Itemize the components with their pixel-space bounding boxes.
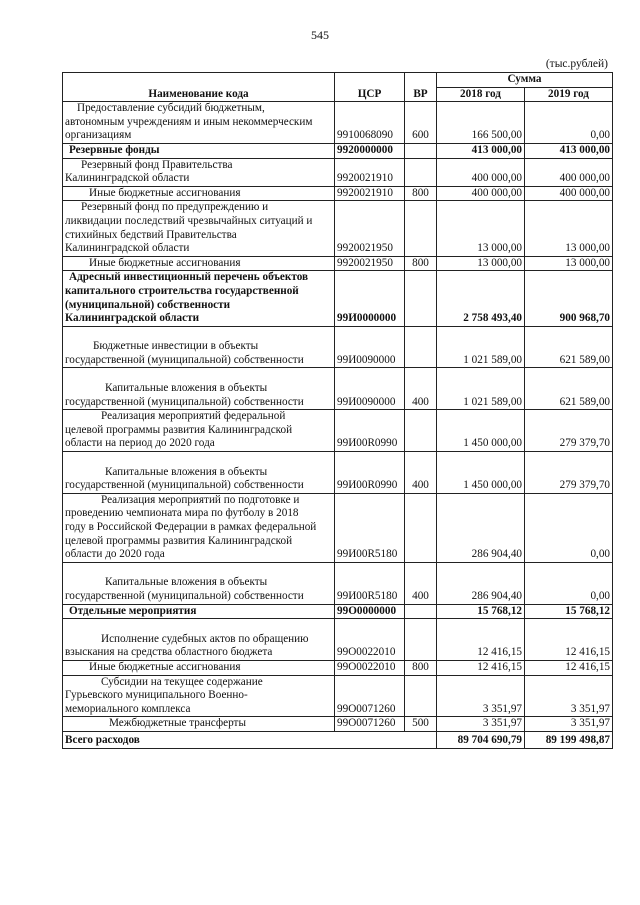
row-vr bbox=[405, 675, 437, 717]
row-csr: 99И0000000 bbox=[335, 271, 405, 326]
row-vr bbox=[405, 604, 437, 619]
row-csr: 99И0090000 bbox=[335, 326, 405, 368]
row-name bbox=[63, 186, 335, 201]
row-2019: 15 768,12 bbox=[525, 604, 613, 619]
row-name bbox=[63, 326, 335, 368]
row-name-line: Иные бюджетные ассигнования bbox=[89, 256, 241, 269]
row-name-line: области до 2020 года bbox=[65, 548, 165, 561]
row-name-line: целевой программы развития Калининградской bbox=[65, 423, 293, 436]
row-name-line: Реализация мероприятий по подготовке и bbox=[101, 493, 300, 506]
table-row bbox=[63, 562, 613, 604]
row-csr: 9920021950 bbox=[335, 256, 405, 271]
row-name-line: Иные бюджетные ассигнования bbox=[89, 186, 241, 199]
row-2018: 12 416,15 bbox=[437, 619, 525, 661]
row-name-line: году в Российской Федерации в рамках федеральной bbox=[65, 521, 317, 533]
table-row bbox=[63, 143, 613, 158]
row-name-line: Калининградской области bbox=[65, 312, 200, 325]
row-csr: 99И00R5180 bbox=[335, 493, 405, 562]
row-name bbox=[63, 102, 335, 144]
row-name-line: Бюджетные инвестиции в объекты bbox=[93, 340, 259, 353]
row-name-line: Капитальные вложения в объекты bbox=[105, 382, 268, 395]
table-row bbox=[63, 717, 613, 732]
row-name-line: государственной (муниципальной) собственности bbox=[65, 479, 304, 492]
row-name-line: Адресный инвестиционный перечень объектов bbox=[69, 271, 309, 284]
header-name: Наименование кода bbox=[63, 73, 335, 102]
table-row bbox=[63, 675, 613, 717]
row-2018: 400 000,00 bbox=[437, 186, 525, 201]
row-name-line: государственной (муниципальной) собственности bbox=[65, 589, 304, 602]
row-vr bbox=[405, 143, 437, 158]
row-2019: 12 416,15 bbox=[525, 619, 613, 661]
row-2019: 279 379,70 bbox=[525, 452, 613, 494]
table-row bbox=[63, 452, 613, 494]
row-name bbox=[63, 619, 335, 661]
row-2018: 12 416,15 bbox=[437, 660, 525, 675]
row-csr: 99И00R0990 bbox=[335, 410, 405, 452]
row-vr bbox=[405, 326, 437, 368]
row-csr: 9910068090 bbox=[335, 102, 405, 144]
row-name-line: государственной (муниципальной) собственности bbox=[65, 353, 304, 366]
row-2019: 13 000,00 bbox=[525, 256, 613, 271]
row-name-line: Резервные фонды bbox=[69, 143, 160, 156]
row-vr bbox=[405, 619, 437, 661]
row-name-line: стихийных бедствий Правительства bbox=[65, 228, 237, 241]
row-vr: 500 bbox=[405, 717, 437, 732]
row-name bbox=[63, 604, 335, 619]
row-2018: 1 450 000,00 bbox=[437, 452, 525, 494]
row-2019: 12 416,15 bbox=[525, 660, 613, 675]
row-name-line bbox=[65, 368, 332, 382]
header-sum: Сумма bbox=[437, 73, 613, 88]
row-csr: 9920021910 bbox=[335, 158, 405, 186]
total-2019: 89 199 498,87 bbox=[525, 731, 613, 748]
row-csr: 99О0071260 bbox=[335, 717, 405, 732]
row-name-line: Исполнение судебных актов по обращению bbox=[101, 632, 309, 645]
row-name-line: Капитальные вложения в объекты bbox=[105, 465, 268, 478]
row-name bbox=[63, 143, 335, 158]
row-csr: 99И00R0990 bbox=[335, 452, 405, 494]
row-2019: 413 000,00 bbox=[525, 143, 613, 158]
row-name bbox=[63, 660, 335, 675]
row-2018: 400 000,00 bbox=[437, 158, 525, 186]
page-number: 545 bbox=[311, 28, 329, 42]
row-name-line: Субсидии на текущее содержание bbox=[101, 675, 263, 688]
row-csr: 99И00R5180 bbox=[335, 562, 405, 604]
row-2019: 279 379,70 bbox=[525, 410, 613, 452]
row-name bbox=[63, 562, 335, 604]
row-2018: 413 000,00 bbox=[437, 143, 525, 158]
table-row bbox=[63, 604, 613, 619]
row-csr: 99О0071260 bbox=[335, 675, 405, 717]
row-name-line: мемориального комплекса bbox=[65, 702, 191, 715]
row-name-line: Резервный фонд по предупреждению и bbox=[81, 201, 269, 214]
budget-table bbox=[62, 72, 613, 749]
row-vr bbox=[405, 410, 437, 452]
row-2018: 13 000,00 bbox=[437, 256, 525, 271]
row-csr: 99О0022010 bbox=[335, 660, 405, 675]
row-2018: 1 021 589,00 bbox=[437, 368, 525, 410]
row-2019: 900 968,70 bbox=[525, 271, 613, 326]
header-vr: ВР bbox=[405, 73, 437, 102]
row-2019: 0,00 bbox=[525, 493, 613, 562]
row-2018: 1 021 589,00 bbox=[437, 326, 525, 368]
row-2019: 400 000,00 bbox=[525, 186, 613, 201]
row-2018: 2 758 493,40 bbox=[437, 271, 525, 326]
row-2018: 3 351,97 bbox=[437, 717, 525, 732]
table-row bbox=[63, 201, 613, 256]
row-vr: 400 bbox=[405, 368, 437, 410]
row-name bbox=[63, 493, 335, 562]
row-name bbox=[63, 410, 335, 452]
row-name-line: (муниципальной) собственности bbox=[65, 298, 231, 311]
row-2019: 3 351,97 bbox=[525, 675, 613, 717]
row-2019: 621 589,00 bbox=[525, 368, 613, 410]
row-vr bbox=[405, 493, 437, 562]
row-name-line: ликвидации последствий чрезвычайных ситуаций и bbox=[65, 214, 313, 227]
table-row bbox=[63, 619, 613, 661]
row-name-line: Реализация мероприятий федеральной bbox=[101, 410, 286, 423]
row-vr: 800 bbox=[405, 660, 437, 675]
row-name-line: взыскания на средства областного бюджета bbox=[65, 646, 273, 659]
row-2019: 621 589,00 bbox=[525, 326, 613, 368]
row-name-line: Резервный фонд Правительства bbox=[81, 158, 233, 171]
row-vr bbox=[405, 158, 437, 186]
table-row bbox=[63, 660, 613, 675]
row-csr: 99О0000000 bbox=[335, 604, 405, 619]
row-2018: 13 000,00 bbox=[437, 201, 525, 256]
row-name-line: Отдельные мероприятия bbox=[69, 604, 197, 617]
row-2018: 286 904,40 bbox=[437, 493, 525, 562]
table-row bbox=[63, 271, 613, 326]
total-row bbox=[63, 731, 613, 748]
row-name-line: Иные бюджетные ассигнования bbox=[89, 660, 241, 673]
row-2018: 3 351,97 bbox=[437, 675, 525, 717]
row-csr: 9920021910 bbox=[335, 186, 405, 201]
row-name-line: Межбюджетные трансферты bbox=[109, 717, 246, 730]
table-row bbox=[63, 493, 613, 562]
table-row bbox=[63, 410, 613, 452]
table-row bbox=[63, 102, 613, 144]
row-name bbox=[63, 256, 335, 271]
table-row bbox=[63, 158, 613, 186]
header-2018: 2018 год bbox=[437, 87, 525, 102]
row-vr bbox=[405, 201, 437, 256]
row-name-line: Предоставление субсидий бюджетным, bbox=[77, 102, 265, 115]
row-vr: 400 bbox=[405, 562, 437, 604]
row-2018: 286 904,40 bbox=[437, 562, 525, 604]
row-vr: 800 bbox=[405, 256, 437, 271]
table-row bbox=[63, 186, 613, 201]
row-name bbox=[63, 271, 335, 326]
row-2018: 15 768,12 bbox=[437, 604, 525, 619]
row-name-line bbox=[65, 563, 332, 577]
row-name bbox=[63, 201, 335, 256]
row-name-line: Гурьевского муниципального Военно- bbox=[65, 689, 248, 702]
row-2019: 3 351,97 bbox=[525, 717, 613, 732]
row-name bbox=[63, 452, 335, 494]
row-name-line bbox=[65, 327, 332, 341]
row-name-line: автономным учреждениям и иным некоммерческим bbox=[65, 115, 313, 128]
row-name-line: Капитальные вложения в объекты bbox=[105, 576, 268, 589]
table-row bbox=[63, 256, 613, 271]
row-vr: 400 bbox=[405, 452, 437, 494]
total-2018: 89 704 690,79 bbox=[437, 731, 525, 748]
row-name-line bbox=[65, 619, 332, 633]
row-name-line: области на период до 2020 года bbox=[65, 437, 215, 450]
row-2019: 0,00 bbox=[525, 562, 613, 604]
row-csr: 9920000000 bbox=[335, 143, 405, 158]
row-name-line: государственной (муниципальной) собственности bbox=[65, 395, 304, 408]
row-vr bbox=[405, 271, 437, 326]
row-vr: 800 bbox=[405, 186, 437, 201]
table-row bbox=[63, 368, 613, 410]
header-2019: 2019 год bbox=[525, 87, 613, 102]
row-name-line: целевой программы развития Калининградской bbox=[65, 534, 293, 547]
row-name-line: проведению чемпионата мира по футболу в 2018 bbox=[65, 507, 299, 520]
row-name bbox=[63, 158, 335, 186]
table-row bbox=[63, 326, 613, 368]
row-vr: 600 bbox=[405, 102, 437, 144]
row-name bbox=[63, 717, 335, 732]
row-name-line: Калининградской области bbox=[65, 172, 190, 185]
row-csr: 99О0022010 bbox=[335, 619, 405, 661]
unit-label: (тыс.рублей) bbox=[545, 58, 608, 70]
row-2019: 13 000,00 bbox=[525, 201, 613, 256]
row-name-line: капитального строительства государственной bbox=[65, 284, 299, 297]
row-csr: 99И0090000 bbox=[335, 368, 405, 410]
row-2019: 400 000,00 bbox=[525, 158, 613, 186]
row-name-line bbox=[65, 452, 332, 466]
row-name-line: организациям bbox=[65, 129, 132, 142]
row-2018: 1 450 000,00 bbox=[437, 410, 525, 452]
row-name-line: Калининградской области bbox=[65, 242, 190, 255]
row-2019: 0,00 bbox=[525, 102, 613, 144]
row-2018: 166 500,00 bbox=[437, 102, 525, 144]
row-csr: 9920021950 bbox=[335, 201, 405, 256]
row-name bbox=[63, 368, 335, 410]
header-csr: ЦСР bbox=[335, 73, 405, 102]
row-name bbox=[63, 675, 335, 717]
total-label: Всего расходов bbox=[63, 731, 437, 748]
